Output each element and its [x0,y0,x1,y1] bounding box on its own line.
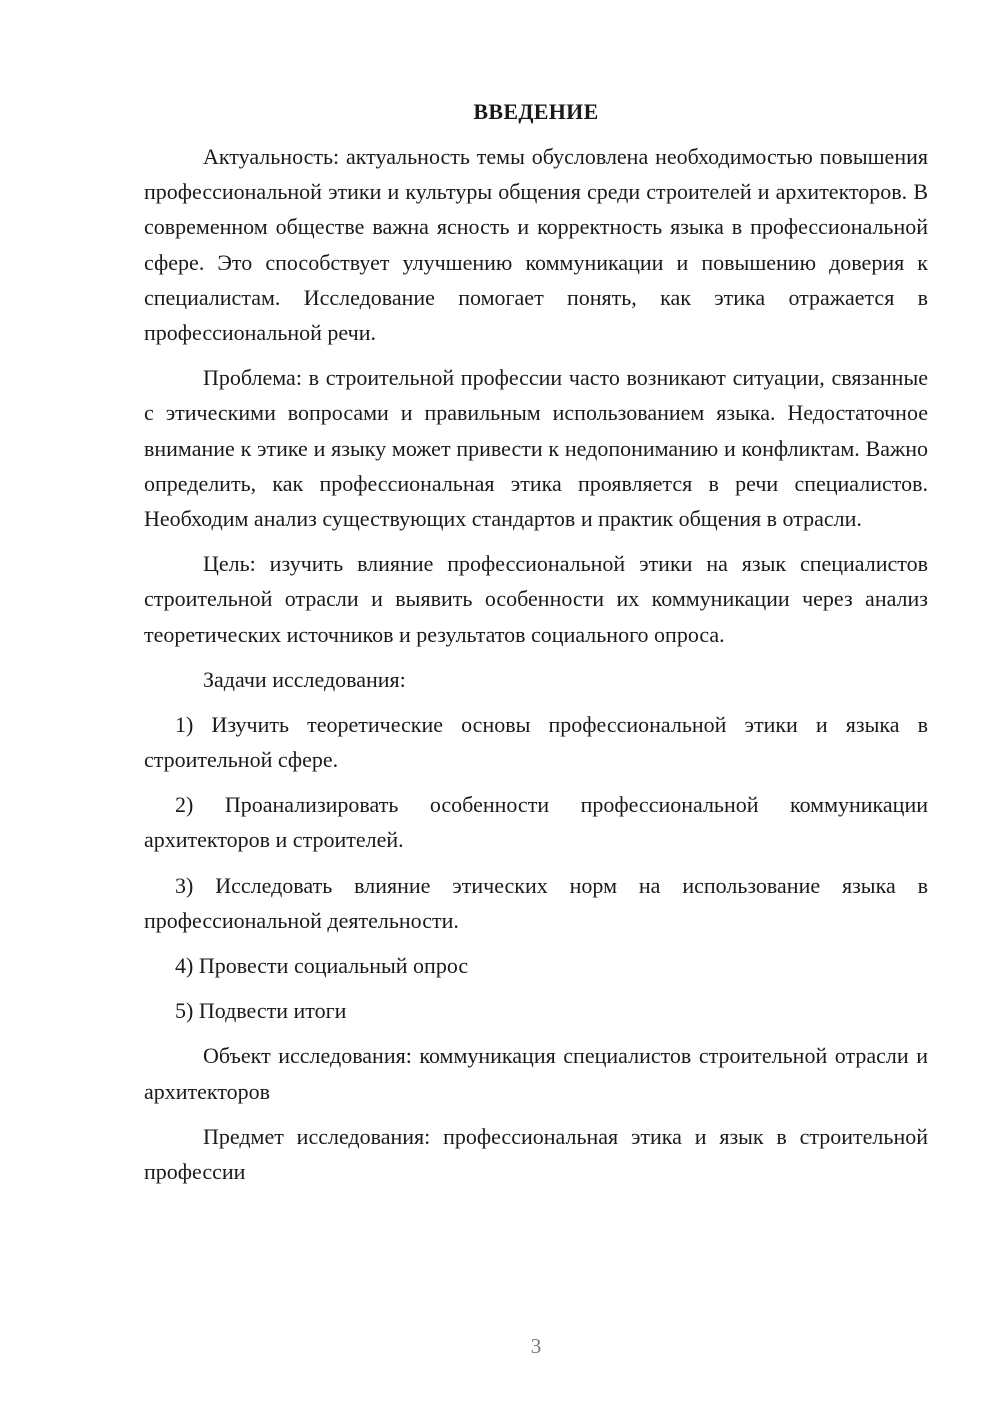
task-item-1: 1) Изучить теоретические основы профессиональной этики и языка в строительной сфере. [144,711,928,773]
task-item-4: 4) Провести социальный опрос [175,953,469,979]
tasks-heading: Задачи исследования: [203,666,406,692]
page-number: 3 [530,1334,542,1358]
task-item-2: 2) Проанализировать особенности профессиональной коммуникации архитекторов и строителей. [144,792,928,853]
object-paragraph: Объект исследования: коммуникация специалистов строительной отрасли и архитекторов [144,1043,928,1104]
page-content [144,94,928,1189]
task-item-5: 5) Подвести итоги [175,998,347,1024]
task-item-3: 3) Исследовать влияние этических норм на использование языка в профессиональной деятельности. [144,872,928,933]
page-title: ВВЕДЕНИЕ [473,99,599,124]
subject-paragraph: Предмет исследования: профессиональная этика и язык в строительной профессии [144,1123,928,1185]
relevance-paragraph: Актуальность: актуальность темы обусловлена необходимостью повышения профессиональной этики и культуры общения среди строителей и архитекторов. В современном обществе важна ясность и корректность языка в профессиональной сфере. Это способствует улучшению коммуникации и повышению доверия к специалистам. Исследование помогает понять, как этика отражается в профессиональной речи. [144,144,928,346]
goal-paragraph: Цель: изучить влияние профессиональной этики на язык специалистов строительной отрасли и выявить особенности их коммуникации через анализ теоретических источников и результатов социального опроса. [144,551,928,647]
problem-paragraph: Проблема: в строительной профессии часто возникают ситуации, связанные с этическими вопросами и правильным использованием языка. Недостаточное внимание к этике и языку может привести к недопониманию и конфликтам. Важно определить, как профессиональная этика проявляется в речи специалистов. Необходим анализ существующих стандартов и практик общения в отрасли. [144,365,928,532]
